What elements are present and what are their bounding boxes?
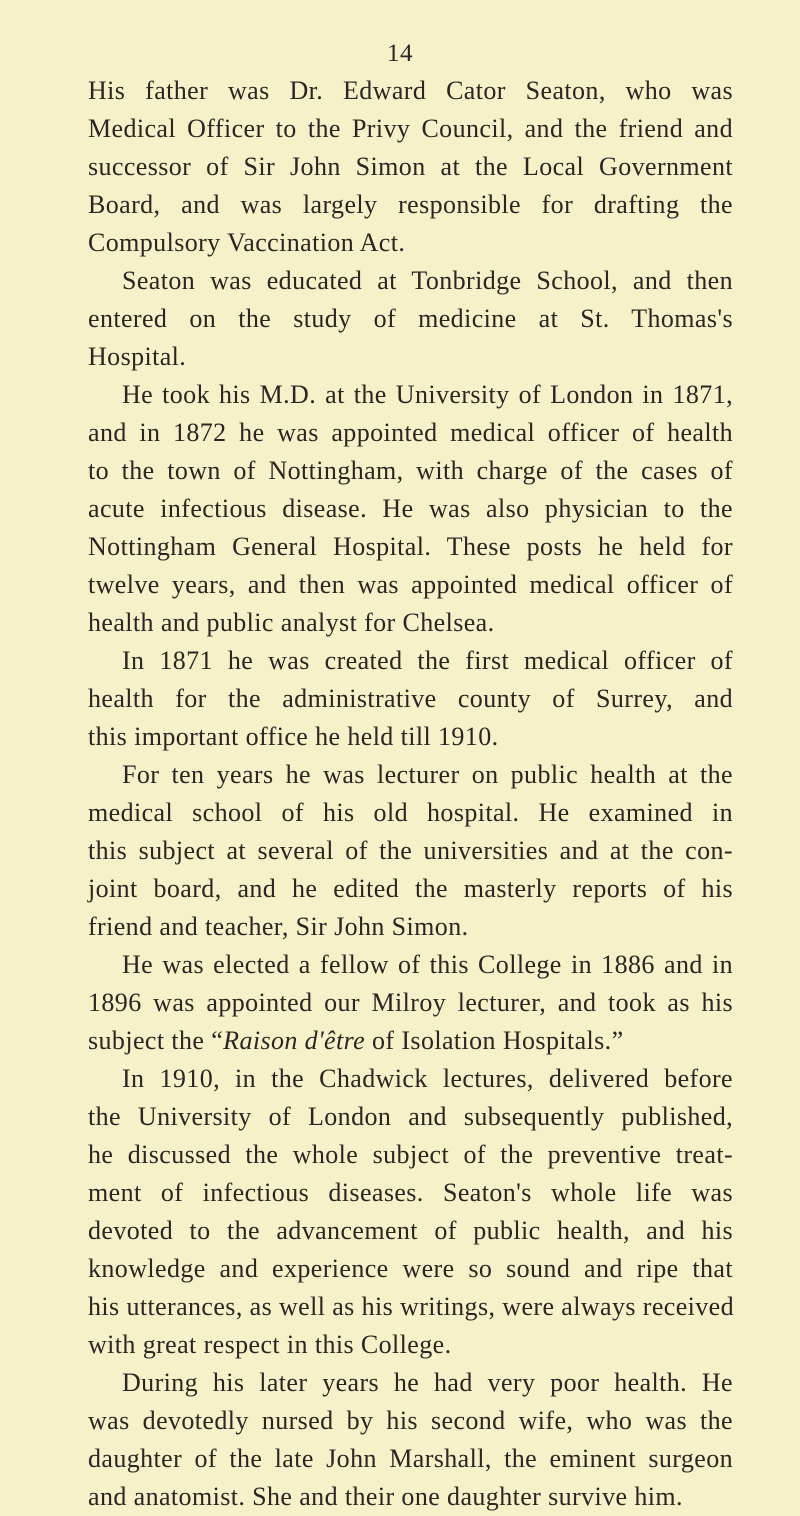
text-line: His father was Dr. Edward Cator Seaton, who was	[88, 76, 733, 105]
text-line: medical school of his old hospital. He examined in	[88, 798, 733, 827]
italic-title: Raison d'être	[223, 1026, 366, 1055]
text-line: Seaton was educated at Tonbridge School, and then	[122, 266, 733, 295]
text-line: ment of infectious diseases. Seaton's whole life was	[88, 1178, 733, 1207]
text-line: and in 1872 he was appointed medical officer of health	[88, 418, 733, 447]
text-segment: of Isolation Hospitals.”	[365, 1026, 624, 1055]
text-line: entered on the study of medicine at St. Thomas's	[88, 304, 733, 333]
text-segment: subject the “	[88, 1026, 224, 1055]
text-line: and anatomist. She and their one daughter survive him.	[88, 1482, 683, 1511]
text-line: devoted to the advancement of public health, and his	[88, 1216, 733, 1245]
text-line: health and public analyst for Chelsea.	[88, 608, 495, 637]
text-line: He was elected a fellow of this College in 1886 and in	[122, 950, 733, 979]
text-line: this subject at several of the universities and at the con-	[88, 836, 733, 865]
text-line: Nottingham General Hospital. These posts he held for	[88, 532, 733, 561]
text-line: In 1910, in the Chadwick lectures, delivered before	[122, 1064, 733, 1093]
text-line: Board, and was largely responsible for drafting the	[88, 190, 733, 219]
text-line: 1896 was appointed our Milroy lecturer, and took as his	[88, 988, 733, 1017]
text-line: For ten years he was lecturer on public health at the	[122, 760, 733, 789]
text-line: he discussed the whole subject of the preventive treat-	[88, 1140, 733, 1169]
text-line: was devotedly nursed by his second wife, who was the	[88, 1406, 733, 1435]
text-line: Medical Officer to the Privy Council, and the friend and	[88, 114, 733, 143]
text-line: this important office he held till 1910.	[88, 722, 499, 751]
text-line: acute infectious disease. He was also physician to the	[88, 494, 733, 523]
text-line: Hospital.	[88, 342, 187, 371]
body-text	[88, 72, 733, 1516]
text-line: During his later years he had very poor health. He	[122, 1368, 733, 1397]
text-line: the University of London and subsequently published,	[88, 1102, 733, 1131]
page-number: 14	[387, 40, 413, 67]
text-line: successor of Sir John Simon at the Local Government	[88, 152, 733, 181]
text-line: health for the administrative county of Surrey, and	[88, 684, 733, 713]
text-line: twelve years, and then was appointed medical officer of	[88, 570, 733, 599]
text-line: with great respect in this College.	[88, 1330, 452, 1359]
text-line: joint board, and he edited the masterly reports of his	[88, 874, 733, 903]
text-line: In 1871 he was created the first medical officer of	[122, 646, 733, 675]
text-line	[88, 1022, 733, 1060]
text-line: friend and teacher, Sir John Simon.	[88, 912, 469, 941]
text-line: Compulsory Vaccination Act.	[88, 228, 406, 257]
text-line: He took his M.D. at the University of London in 1871,	[122, 380, 733, 409]
text-line: daughter of the late John Marshall, the eminent surgeon	[88, 1444, 733, 1473]
text-line: his utterances, as well as his writings, were always received	[88, 1292, 735, 1321]
text-line: to the town of Nottingham, with charge of the cases of	[88, 456, 733, 485]
text-line: knowledge and experience were so sound and ripe that	[88, 1254, 733, 1283]
